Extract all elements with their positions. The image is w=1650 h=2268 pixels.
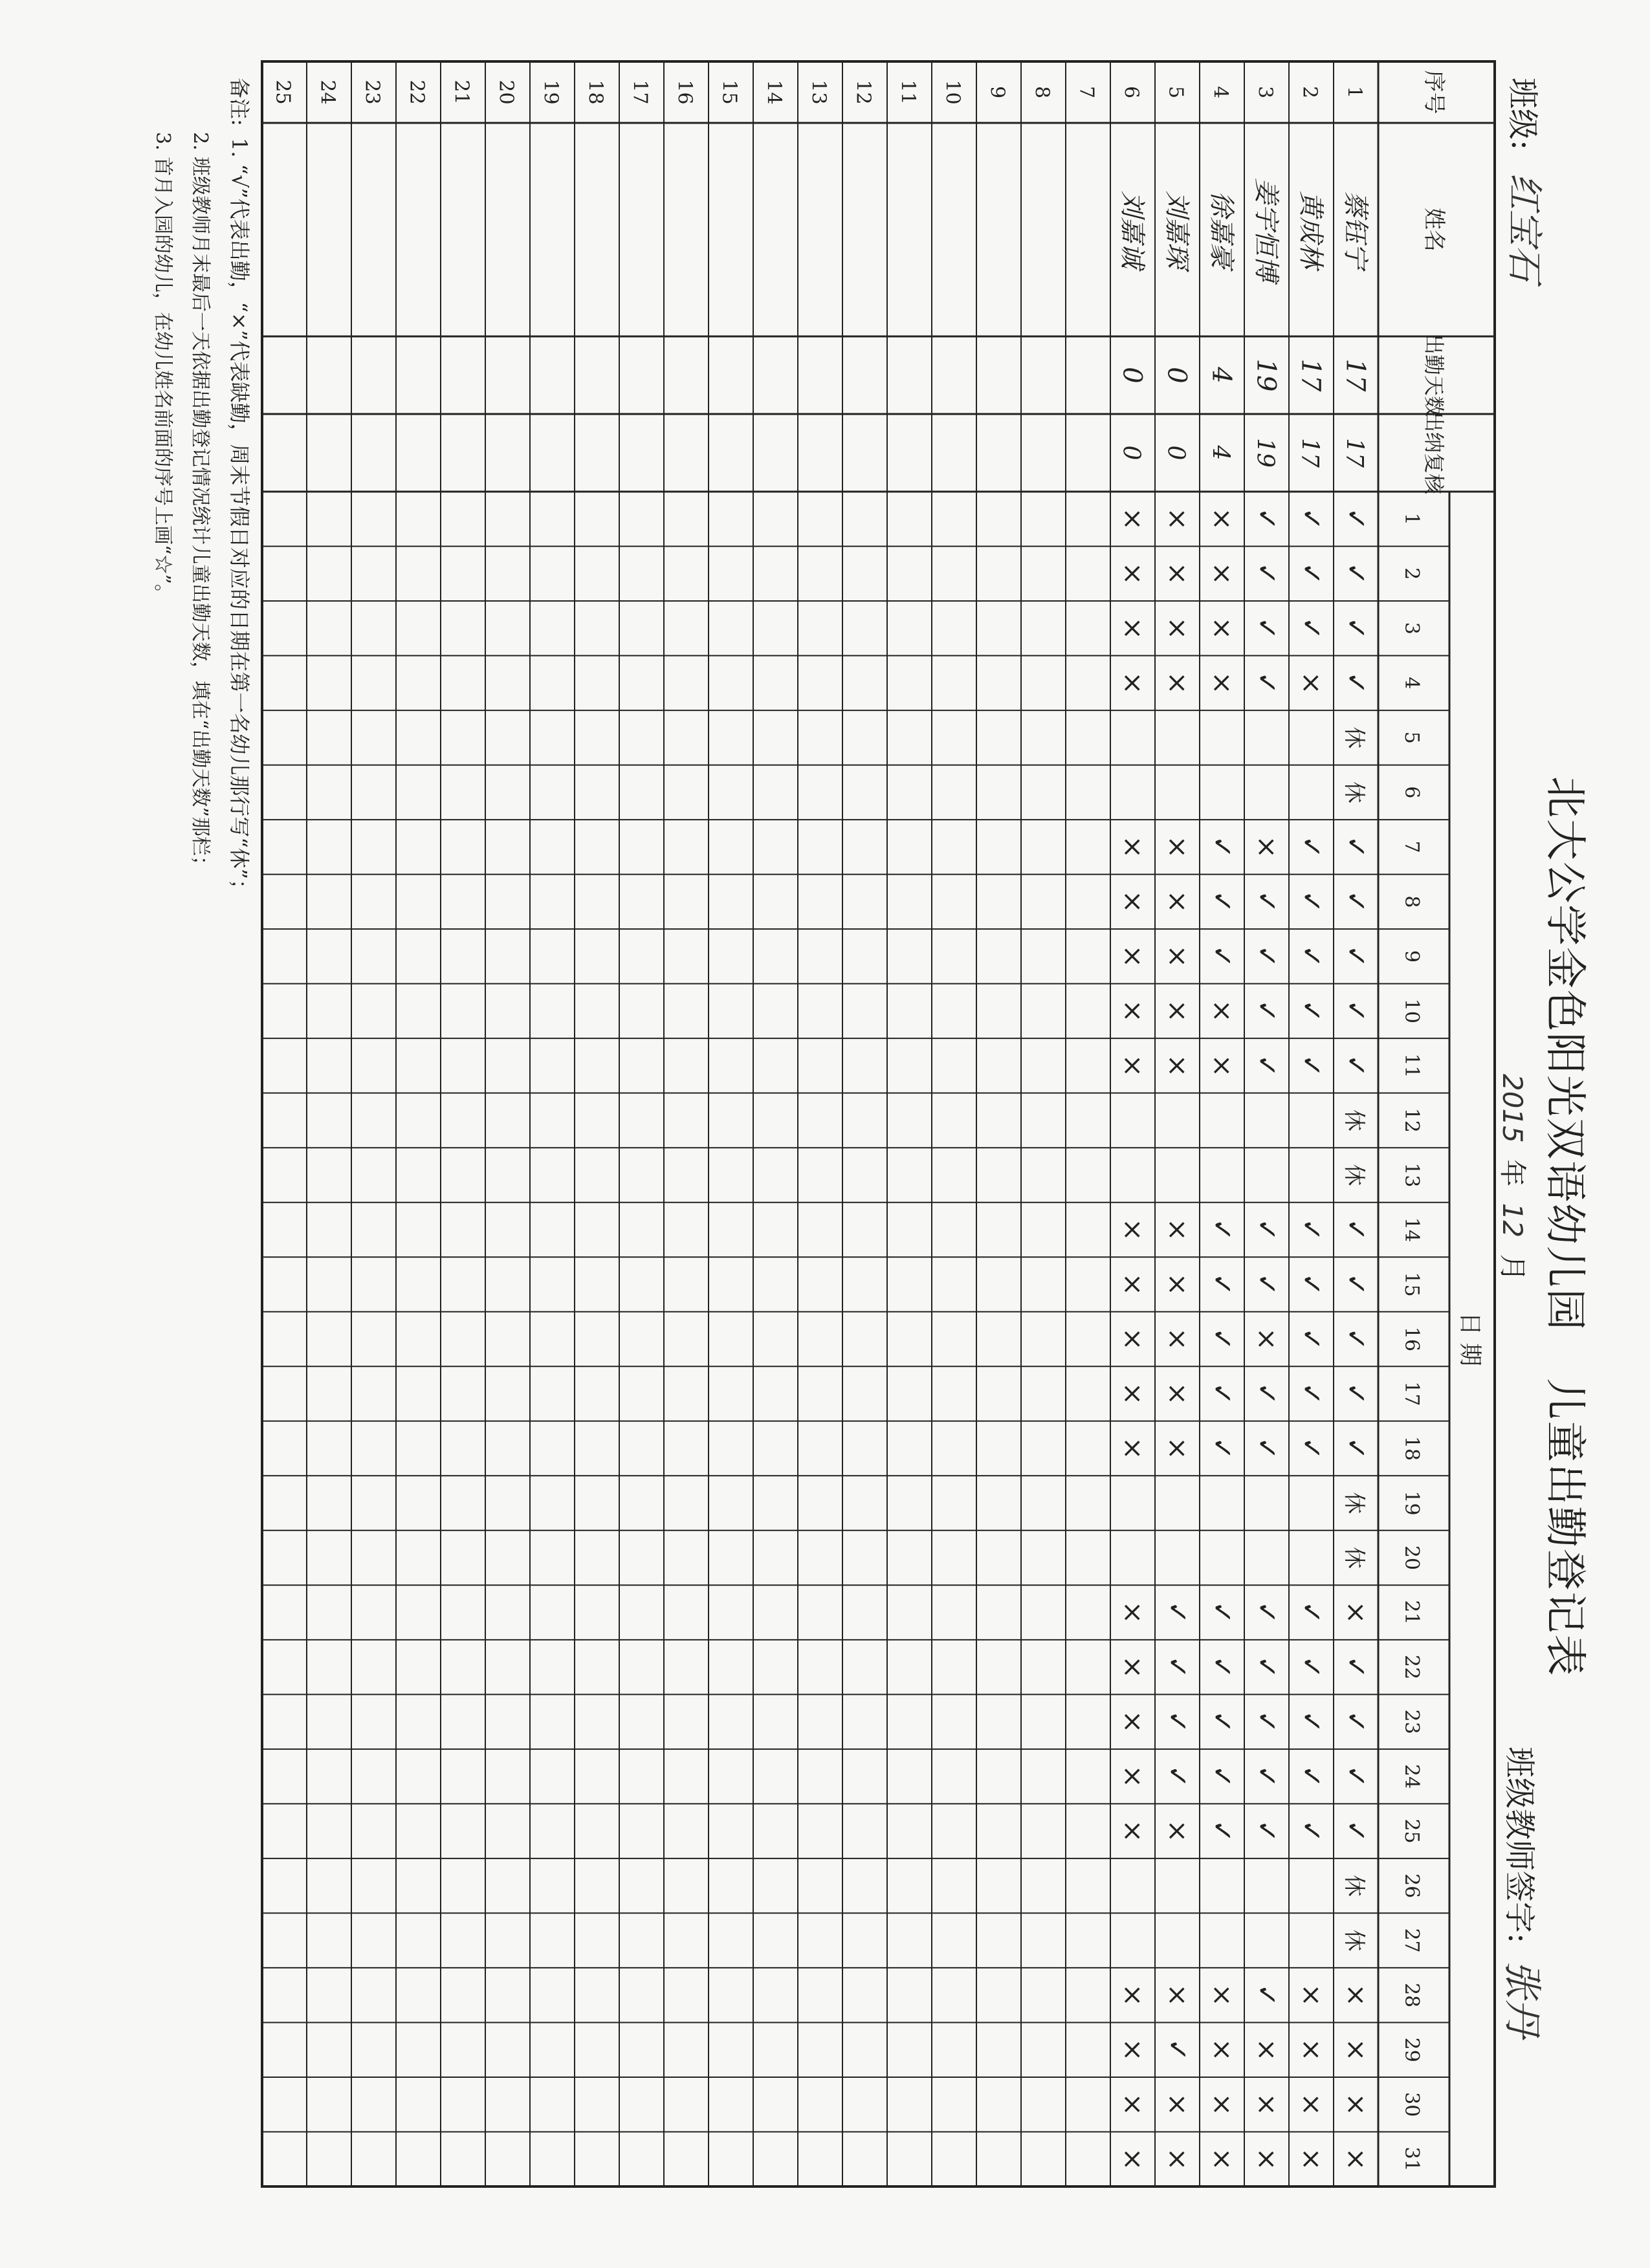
student-name: 蔡钰宁 bbox=[1340, 191, 1370, 268]
notes-label: 备注: bbox=[227, 78, 252, 126]
row-number: 15 bbox=[718, 80, 741, 105]
attendance-mark: ✓ bbox=[1206, 1600, 1238, 1624]
attendance-mark: ✓ bbox=[1340, 1655, 1372, 1679]
attendance-mark: × bbox=[1161, 1983, 1194, 2007]
attendance-mark: ✓ bbox=[1206, 1437, 1238, 1460]
attendance-mark: ✓ bbox=[1340, 999, 1372, 1023]
attendance-mark: ✓ bbox=[1295, 1820, 1328, 1843]
attendance-mark: × bbox=[1117, 835, 1149, 858]
attendance-mark: × bbox=[1206, 562, 1238, 585]
row-number: 19 bbox=[539, 80, 562, 105]
attendance-mark: ✓ bbox=[1340, 944, 1372, 968]
attendance-mark: 休 bbox=[1341, 781, 1367, 803]
row-number: 14 bbox=[762, 80, 786, 105]
attendance-mark: × bbox=[1161, 999, 1194, 1023]
day-number: 12 bbox=[1400, 1107, 1423, 1133]
attendance-mark: ✓ bbox=[1295, 944, 1328, 968]
attendance-mark: ✓ bbox=[1340, 671, 1372, 695]
day-number: 9 bbox=[1400, 950, 1423, 963]
attendance-mark: ✓ bbox=[1206, 1655, 1238, 1679]
class-name-handwritten: 红宝石 bbox=[1503, 173, 1545, 282]
student-name: 姜宇恒博 bbox=[1251, 178, 1281, 281]
note-3: 3. 首月入园的幼儿，在幼儿姓名前面的序号上画“☆”。 bbox=[151, 132, 174, 604]
attendance-mark: ✓ bbox=[1295, 1218, 1328, 1241]
cashier-check: 19 bbox=[1251, 438, 1279, 468]
attendance-mark: ✓ bbox=[1295, 562, 1328, 585]
attendance-mark: × bbox=[1340, 2148, 1372, 2171]
attendance-mark: ✓ bbox=[1295, 890, 1328, 913]
attendance-mark: × bbox=[1161, 1437, 1194, 1460]
row-number: 3 bbox=[1253, 85, 1277, 99]
attendance-days: 17 bbox=[1295, 358, 1326, 392]
attendance-mark: × bbox=[1117, 616, 1149, 640]
row-number: 4 bbox=[1209, 85, 1232, 99]
attendance-mark: ✓ bbox=[1340, 890, 1372, 913]
attendance-mark: ✓ bbox=[1206, 1820, 1238, 1843]
row-number: 21 bbox=[450, 80, 473, 105]
attendance-mark: ✓ bbox=[1340, 1327, 1372, 1351]
attendance-mark: ✓ bbox=[1251, 507, 1283, 530]
attendance-mark: ✓ bbox=[1161, 1765, 1194, 1788]
attendance-mark: × bbox=[1206, 999, 1238, 1023]
header-days: 出勤天数 bbox=[1422, 333, 1446, 417]
attendance-mark: ✓ bbox=[1340, 616, 1372, 640]
attendance-mark: × bbox=[1295, 671, 1328, 695]
attendance-mark: ✓ bbox=[1206, 890, 1238, 913]
row-number: 24 bbox=[316, 80, 339, 105]
day-number: 16 bbox=[1400, 1326, 1423, 1352]
attendance-mark: ✓ bbox=[1340, 1382, 1372, 1406]
header-date: 日 期 bbox=[1457, 1312, 1483, 1366]
attendance-mark: × bbox=[1295, 2093, 1328, 2116]
form-title: 儿童出勤登记表 bbox=[1541, 1378, 1589, 1677]
attendance-mark: × bbox=[1251, 1327, 1283, 1351]
attendance-mark: ✓ bbox=[1251, 944, 1283, 968]
attendance-mark: × bbox=[1117, 999, 1149, 1023]
cashier-check: 17 bbox=[1296, 438, 1323, 468]
attendance-mark: ✓ bbox=[1340, 562, 1372, 585]
row-number: 20 bbox=[494, 80, 518, 105]
attendance-mark: × bbox=[1161, 1382, 1194, 1406]
day-number: 5 bbox=[1400, 731, 1423, 744]
attendance-mark: × bbox=[1206, 507, 1238, 530]
attendance-mark: ✓ bbox=[1206, 1272, 1238, 1296]
attendance-mark: × bbox=[1117, 2093, 1149, 2116]
attendance-mark: × bbox=[1117, 507, 1149, 530]
teacher-signature: 张丹 bbox=[1499, 1959, 1545, 2038]
attendance-mark: ✓ bbox=[1340, 1437, 1372, 1460]
attendance-mark: ✓ bbox=[1161, 1600, 1194, 1624]
day-number: 24 bbox=[1400, 1764, 1423, 1789]
attendance-mark: × bbox=[1117, 890, 1149, 913]
attendance-mark: × bbox=[1295, 1983, 1328, 2007]
attendance-mark: 休 bbox=[1341, 1547, 1367, 1569]
day-number: 10 bbox=[1400, 998, 1423, 1023]
attendance-days: 0 bbox=[1161, 367, 1192, 384]
attendance-mark: ✓ bbox=[1295, 835, 1328, 858]
row-number: 25 bbox=[271, 80, 294, 105]
attendance-mark: ✓ bbox=[1251, 1983, 1283, 2007]
attendance-mark: ✓ bbox=[1295, 507, 1328, 530]
day-number: 31 bbox=[1400, 2146, 1423, 2172]
day-number: 13 bbox=[1400, 1162, 1423, 1188]
attendance-mark: ✓ bbox=[1340, 1710, 1372, 1734]
attendance-mark: × bbox=[1206, 671, 1238, 695]
attendance-mark: ✓ bbox=[1206, 1382, 1238, 1406]
attendance-mark: × bbox=[1161, 507, 1194, 530]
attendance-mark: 休 bbox=[1341, 1109, 1367, 1131]
attendance-mark: 休 bbox=[1341, 1875, 1367, 1897]
student-name: 刘嘉琛 bbox=[1161, 191, 1192, 268]
attendance-mark: ✓ bbox=[1340, 507, 1372, 530]
day-number: 25 bbox=[1400, 1818, 1423, 1844]
attendance-mark: × bbox=[1117, 2148, 1149, 2171]
attendance-mark: ✓ bbox=[1340, 1218, 1372, 1241]
day-number: 6 bbox=[1400, 786, 1423, 799]
day-number: 1 bbox=[1400, 512, 1423, 525]
attendance-mark: ✓ bbox=[1206, 1710, 1238, 1734]
attendance-mark: × bbox=[1117, 1820, 1149, 1843]
attendance-mark: ✓ bbox=[1251, 1382, 1283, 1406]
attendance-mark: ✓ bbox=[1251, 999, 1283, 1023]
attendance-mark: × bbox=[1206, 2038, 1238, 2062]
attendance-mark: × bbox=[1161, 1820, 1194, 1843]
day-number: 3 bbox=[1400, 622, 1423, 635]
attendance-mark: ✓ bbox=[1340, 1765, 1372, 1788]
school-title: 北大公学金色阳光双语幼儿园 bbox=[1541, 776, 1589, 1331]
attendance-mark: × bbox=[1117, 1600, 1149, 1624]
attendance-mark: ✓ bbox=[1206, 1765, 1238, 1788]
day-number: 15 bbox=[1400, 1272, 1423, 1297]
attendance-mark: × bbox=[1251, 835, 1283, 858]
attendance-mark: × bbox=[1117, 944, 1149, 968]
day-number: 2 bbox=[1400, 567, 1423, 580]
attendance-mark: ✓ bbox=[1161, 1655, 1194, 1679]
header-check: 出纳复核 bbox=[1422, 411, 1446, 495]
row-number: 17 bbox=[628, 80, 652, 105]
day-number: 26 bbox=[1400, 1873, 1423, 1899]
attendance-mark: × bbox=[1206, 2093, 1238, 2116]
notes-block bbox=[151, 78, 256, 900]
attendance-mark: × bbox=[1161, 890, 1194, 913]
attendance-mark: × bbox=[1340, 1600, 1372, 1624]
day-number: 28 bbox=[1400, 1983, 1423, 2008]
attendance-mark: × bbox=[1161, 1218, 1194, 1241]
attendance-mark: ✓ bbox=[1295, 1765, 1328, 1788]
attendance-mark: ✓ bbox=[1251, 1710, 1283, 1734]
day-number: 22 bbox=[1400, 1655, 1423, 1680]
day-number: 21 bbox=[1400, 1600, 1423, 1625]
attendance-mark: × bbox=[1117, 1983, 1149, 2007]
attendance-mark: × bbox=[1161, 1327, 1194, 1351]
attendance-mark: × bbox=[1340, 2038, 1372, 2062]
attendance-days: 19 bbox=[1251, 358, 1281, 392]
attendance-mark: 休 bbox=[1341, 1492, 1367, 1514]
day-number: 30 bbox=[1400, 2092, 1423, 2117]
attendance-mark: ✓ bbox=[1295, 1710, 1328, 1734]
attendance-mark: ✓ bbox=[1295, 1382, 1328, 1406]
attendance-mark: ✓ bbox=[1340, 1272, 1372, 1296]
attendance-mark: × bbox=[1340, 2093, 1372, 2116]
attendance-mark: × bbox=[1117, 671, 1149, 695]
attendance-mark: ✓ bbox=[1206, 1327, 1238, 1351]
attendance-mark: ✓ bbox=[1251, 1655, 1283, 1679]
attendance-mark: 休 bbox=[1341, 726, 1367, 749]
row-number: 23 bbox=[360, 80, 384, 105]
note-2: 2. 班级教师月末最后一天依据出勤登记情况统计儿童出勤天数，填在“出勤天数”那栏； bbox=[189, 132, 212, 875]
student-name: 刘嘉诚 bbox=[1117, 191, 1147, 268]
row-number: 12 bbox=[852, 80, 875, 105]
attendance-mark: ✓ bbox=[1251, 1765, 1283, 1788]
attendance-mark: ✓ bbox=[1161, 2038, 1194, 2062]
header-no: 序号 bbox=[1421, 70, 1447, 114]
year-value: 2015 bbox=[1497, 1074, 1528, 1143]
attendance-mark: × bbox=[1161, 1054, 1194, 1078]
day-number: 7 bbox=[1400, 840, 1423, 853]
attendance-mark: × bbox=[1161, 671, 1194, 695]
row-number: 18 bbox=[584, 80, 607, 105]
attendance-mark: × bbox=[1117, 1218, 1149, 1241]
row-number: 11 bbox=[896, 80, 919, 105]
attendance-mark: ✓ bbox=[1251, 616, 1283, 640]
day-number: 11 bbox=[1400, 1053, 1423, 1078]
day-number: 8 bbox=[1400, 895, 1423, 908]
header-name: 姓名 bbox=[1421, 208, 1447, 252]
attendance-mark: × bbox=[1161, 2148, 1194, 2171]
row-number: 8 bbox=[1030, 85, 1053, 99]
row-number: 5 bbox=[1164, 85, 1187, 99]
attendance-mark: × bbox=[1117, 1437, 1149, 1460]
attendance-mark: ✓ bbox=[1206, 835, 1238, 858]
cashier-check: 4 bbox=[1207, 445, 1234, 461]
attendance-mark: × bbox=[1117, 1272, 1149, 1296]
attendance-mark: × bbox=[1206, 2148, 1238, 2171]
row-number: 7 bbox=[1075, 85, 1098, 99]
attendance-mark: ✓ bbox=[1251, 1820, 1283, 1843]
attendance-mark: ✓ bbox=[1295, 1600, 1328, 1624]
attendance-mark: × bbox=[1117, 1655, 1149, 1679]
attendance-mark: × bbox=[1161, 1272, 1194, 1296]
day-number: 29 bbox=[1400, 2037, 1423, 2062]
row-number: 13 bbox=[807, 80, 830, 105]
cashier-check: 17 bbox=[1341, 438, 1368, 468]
year-label: 年 bbox=[1497, 1159, 1528, 1187]
attendance-mark: × bbox=[1251, 2038, 1283, 2062]
attendance-mark: × bbox=[1251, 2093, 1283, 2116]
attendance-mark: ✓ bbox=[1251, 671, 1283, 695]
day-number: 27 bbox=[1400, 1928, 1423, 1953]
day-number: 4 bbox=[1400, 677, 1423, 690]
attendance-mark: ✓ bbox=[1295, 1655, 1328, 1679]
attendance-mark: ✓ bbox=[1340, 1820, 1372, 1843]
attendance-mark: 休 bbox=[1341, 1164, 1367, 1186]
day-number: 17 bbox=[1400, 1381, 1423, 1406]
attendance-mark: × bbox=[1206, 616, 1238, 640]
attendance-mark: ✓ bbox=[1251, 1054, 1283, 1078]
attendance-mark: ✓ bbox=[1251, 1437, 1283, 1460]
attendance-mark: × bbox=[1161, 616, 1194, 640]
row-number: 1 bbox=[1343, 85, 1366, 99]
month-label: 月 bbox=[1497, 1254, 1528, 1281]
attendance-mark: × bbox=[1117, 1054, 1149, 1078]
row-number: 22 bbox=[405, 80, 428, 105]
attendance-mark: × bbox=[1206, 1983, 1238, 2007]
attendance-mark: × bbox=[1161, 2093, 1194, 2116]
attendance-mark: ✓ bbox=[1251, 562, 1283, 585]
attendance-mark: × bbox=[1117, 1382, 1149, 1406]
attendance-mark: ✓ bbox=[1251, 1600, 1283, 1624]
row-number: 10 bbox=[941, 80, 964, 105]
attendance-mark: ✓ bbox=[1251, 1218, 1283, 1241]
student-name: 徐嘉豪 bbox=[1206, 191, 1237, 268]
day-number: 18 bbox=[1400, 1435, 1423, 1461]
attendance-mark: × bbox=[1117, 1327, 1149, 1351]
day-number: 23 bbox=[1400, 1709, 1423, 1734]
attendance-mark: ✓ bbox=[1340, 835, 1372, 858]
note-1: 1. “√”代表出勤，“×”代表缺勤，周末节假日对应的日期在第一名幼儿那行写“休”； bbox=[227, 137, 252, 900]
teacher-label: 班级教师签字: bbox=[1501, 1747, 1537, 1944]
day-number: 20 bbox=[1400, 1545, 1423, 1571]
row-number: 16 bbox=[673, 80, 696, 105]
row-number: 9 bbox=[985, 85, 1009, 99]
attendance-mark: × bbox=[1161, 944, 1194, 968]
student-name: 黄成林 bbox=[1295, 191, 1326, 268]
attendance-mark: ✓ bbox=[1206, 944, 1238, 968]
cashier-check: 0 bbox=[1162, 445, 1189, 461]
attendance-mark: × bbox=[1251, 2148, 1283, 2171]
attendance-mark: × bbox=[1161, 835, 1194, 858]
attendance-days: 0 bbox=[1117, 367, 1147, 384]
attendance-mark: ✓ bbox=[1295, 999, 1328, 1023]
attendance-mark: ✓ bbox=[1340, 1054, 1372, 1078]
attendance-days: 4 bbox=[1206, 367, 1237, 384]
attendance-days: 17 bbox=[1340, 358, 1370, 392]
month-value: 12 bbox=[1497, 1203, 1528, 1238]
attendance-mark: × bbox=[1295, 2038, 1328, 2062]
attendance-mark: ✓ bbox=[1251, 1272, 1283, 1296]
attendance-mark: × bbox=[1117, 562, 1149, 585]
attendance-mark: × bbox=[1206, 1054, 1238, 1078]
attendance-mark: ✓ bbox=[1295, 1437, 1328, 1460]
cashier-check: 0 bbox=[1117, 445, 1145, 461]
attendance-mark: ✓ bbox=[1295, 1327, 1328, 1351]
attendance-mark: ✓ bbox=[1161, 1710, 1194, 1734]
attendance-mark: × bbox=[1117, 1765, 1149, 1788]
attendance-mark: ✓ bbox=[1251, 890, 1283, 913]
day-number: 14 bbox=[1400, 1217, 1423, 1243]
row-number: 6 bbox=[1119, 85, 1143, 99]
attendance-mark: ✓ bbox=[1295, 616, 1328, 640]
row-number: 2 bbox=[1298, 85, 1321, 99]
attendance-mark: × bbox=[1161, 562, 1194, 585]
attendance-mark: ✓ bbox=[1295, 1272, 1328, 1296]
attendance-mark: × bbox=[1340, 1983, 1372, 2007]
attendance-mark: 休 bbox=[1341, 1929, 1367, 1952]
attendance-mark: ✓ bbox=[1295, 1054, 1328, 1078]
class-label: 班级: bbox=[1504, 78, 1541, 151]
attendance-mark: × bbox=[1295, 2148, 1328, 2171]
day-number: 19 bbox=[1400, 1490, 1423, 1516]
attendance-mark: × bbox=[1117, 1710, 1149, 1734]
attendance-mark: ✓ bbox=[1206, 1218, 1238, 1241]
attendance-mark: × bbox=[1117, 2038, 1149, 2062]
